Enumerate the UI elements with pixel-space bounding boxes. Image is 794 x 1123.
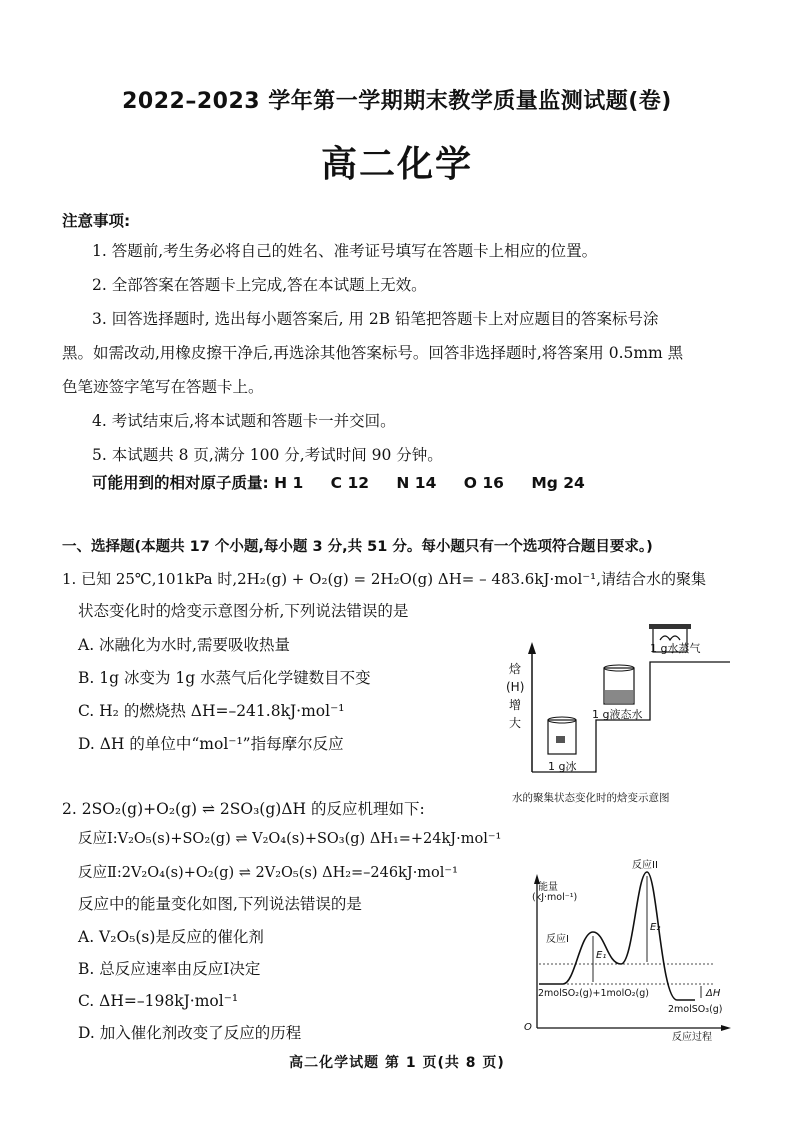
subject-title: 高二化学	[320, 144, 473, 185]
q2-option-a: A. V₂O₅(s)是反应的催化剂	[78, 928, 264, 946]
q2-products-label: 2molSO₃(g)	[668, 1004, 723, 1015]
ice-beaker-icon	[548, 717, 576, 754]
notice-item-3: 3. 回答选择题时, 选出每小题答案后, 用 2B 铅笔把答题卡上对应题目的答案标号涂	[92, 310, 659, 328]
q2-reaction-1: 反应Ⅰ:V₂O₅(s)+SO₂(g) ⇌ V₂O₄(s)+SO₃(g) ΔH₁=+24kJ·mol⁻¹	[78, 831, 502, 847]
atomic-mass-n: N 14	[396, 474, 437, 492]
notice-item-2: 2. 全部答案在答题卡上完成,答在本试题上无效。	[92, 276, 427, 294]
atomic-mass-o: O 16	[463, 474, 504, 492]
notice-item-5: 5. 本试题共 8 页,满分 100 分,考试时间 90 分钟。	[92, 446, 443, 464]
q2-origin-label: O	[524, 1022, 532, 1033]
notice-heading: 注意事项:	[62, 212, 131, 230]
q1-option-a: A. 冰融化为水时,需要吸收热量	[78, 636, 290, 654]
section-heading: 一、选择题(本题共 17 个小题,每小题 3 分,共 51 分。每小题只有一个选项符合题目要求。)	[62, 539, 653, 555]
water-beaker-icon	[604, 665, 634, 704]
q1-option-c: C. H₂ 的燃烧热 ΔH=–241.8kJ·mol⁻¹	[78, 702, 345, 720]
q2-peak1-label: 反应I	[546, 934, 569, 945]
q1-y-label: 焓 (H) 增 大	[506, 662, 525, 730]
q2-reaction-2: 反应Ⅱ:2V₂O₄(s)+O₂(g) ⇌ 2V₂O₅(s) ΔH₂=–246kJ·mol⁻¹	[78, 865, 458, 881]
q2-reactants-label: 2molSO₂(g)+1molO₂(g)	[538, 988, 649, 999]
q2-option-c: C. ΔH=–198kJ·mol⁻¹	[78, 992, 239, 1010]
exam-title: 2022–2023 学年第一学期期末教学质量监测试题(卷)	[122, 89, 672, 114]
notice-item-4: 4. 考试结束后,将本试题和答题卡一并交回。	[92, 412, 396, 430]
q2-option-b: B. 总反应速率由反应Ⅰ决定	[78, 960, 261, 978]
q1-option-d: D. ΔH 的单位中“mol⁻¹”指每摩尔反应	[78, 735, 344, 753]
q2-question: 反应中的能量变化如图,下列说法错误的是	[78, 895, 362, 913]
atomic-mass-row	[92, 472, 585, 494]
q2-y-label-1: 能量	[538, 882, 558, 893]
q1-step-water: 1 g液态水	[592, 708, 643, 721]
q2-option-d: D. 加入催化剂改变了反应的历程	[78, 1024, 302, 1042]
q2-y-label-2: (kJ·mol⁻¹)	[532, 892, 578, 903]
q2-x-label: 反应过程	[672, 1032, 712, 1043]
notice-item-3-cont1: 黑。如需改动,用橡皮擦干净后,再选涂其他答案标号。回答非选择题时,将答案用 0.5mm 黑	[62, 344, 684, 362]
notice-item-1: 1. 答题前,考生务必将自己的姓名、准考证号填写在答题卡上相应的位置。	[92, 242, 598, 260]
atomic-mass-mg: Mg 24	[531, 474, 585, 492]
atomic-mass-h: H 1	[274, 474, 304, 492]
q1-y-axis-arrow	[528, 642, 536, 654]
q1-enthalpy-figure	[500, 620, 740, 780]
q2-dh-label: ΔH	[706, 988, 721, 999]
q2-e1-label: E₁	[596, 950, 607, 961]
q1-option-b: B. 1g 冰变为 1g 水蒸气后化学键数目不变	[78, 669, 371, 687]
notice-item-3-cont2: 色笔迹签字笔写在答题卡上。	[62, 378, 264, 396]
q1-stem-line1: 1. 已知 25℃,101kPa 时,2H₂(g) + O₂(g) = 2H₂O(g) ΔH= – 483.6kJ·mol⁻¹,请结合水的聚集	[62, 570, 706, 588]
q1-figure-caption: 水的聚集状态变化时的焓变示意图	[512, 792, 670, 804]
q1-stem-line2: 状态变化时的焓变示意图分析,下列说法错误的是	[78, 602, 409, 620]
page-footer: 高二化学试题 第 1 页(共 8 页)	[289, 1055, 505, 1071]
q2-peak2-label: 反应II	[632, 860, 658, 871]
atomic-mass-c: C 12	[330, 474, 370, 492]
q1-step-ice: 1 g冰	[548, 760, 577, 773]
q2-stem: 2. 2SO₂(g)+O₂(g) ⇌ 2SO₃(g)ΔH 的反应机理如下:	[62, 800, 425, 818]
q2-x-axis-arrow	[721, 1025, 731, 1031]
q1-step-steam: 1 g水蒸气	[650, 642, 701, 655]
q2-e2-label: E₂	[650, 922, 661, 933]
atomic-mass-label: 可能用到的相对原子质量:	[92, 474, 269, 492]
